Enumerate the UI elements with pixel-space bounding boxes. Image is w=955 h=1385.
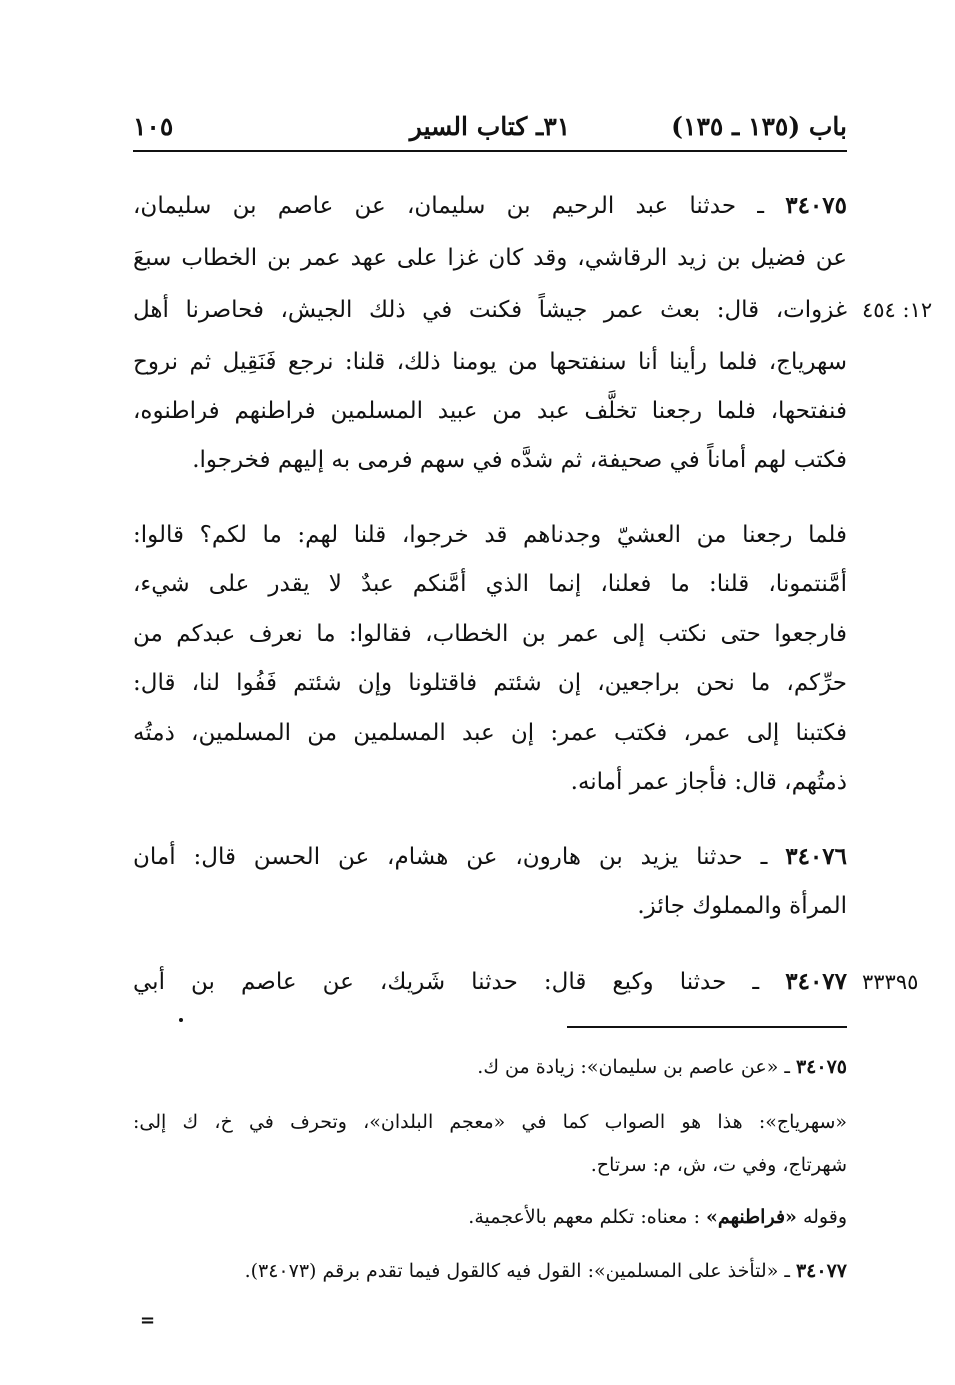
footnote-3: وقوله «فراطنهم» : معناه: تكلم معهم بالأعجمية. [468, 1206, 847, 1228]
running-header [133, 108, 847, 148]
footnote-term: «فراطنهم» [706, 1206, 797, 1228]
header-rule [133, 150, 847, 152]
p2-line-1: فلما رجعنا من العشيّ وجدناهم قد خرجوا، قلنا لهم: ما لكم؟ قالوا: [133, 522, 847, 548]
p1-line-3: غزوات، قال: بعث عمر جيشاً فكنت في ذلك الجيش، فحاصرنا أهل [133, 297, 847, 323]
footnote-4: ٣٤٠٧٧ ـ «لتأخذ على المسلمين»: القول فيه كالقول فيما تقدم برقم (٣٤٠٧٣). [244, 1260, 847, 1282]
footnote-2-line-1: «سهرياج»: هذا هو الصواب كما في «معجم البلدان»، وتحرف في خ، ك إلى: [133, 1111, 847, 1133]
chapter-heading: باب (١٣٥ ـ ١٣٥) [671, 112, 847, 141]
volume-page-ref: ١٢: ٤٥٤ [862, 298, 933, 322]
p3-line-2: المرأة والمملوك جائز. [637, 893, 847, 919]
parallel-number-ref: ٣٣٣٩٥ [862, 970, 919, 994]
p1-line-2: عن فضيل بن زيد الرقاشي، وقد كان غزا على عهد عمر بن الخطاب سبعَ [133, 245, 847, 271]
p2-line-2: أمَّنتمونا، قلنا: ما فعلنا، إنما الذي أمَّنكم عبدٌ لا يقدر على شيء، [133, 571, 847, 597]
hadith-number: ٣٤٠٧٥ [785, 192, 847, 219]
footnote-2-line-2: شهرتاج، وفي ت، ش، م: سرتاح. [590, 1154, 847, 1176]
p3-line-1: ٣٤٠٧٦ ـ حدثنا يزيد بن هارون، عن هشام، عن الحسن قال: أمان [133, 843, 847, 870]
p2-line-4: حرِّكم، ما نحن براجعين، إن شئتم فاقتلونا وإن شئتم فَفُوا لنا، قال: [133, 670, 847, 696]
p1-line-1: ٣٤٠٧٥ ـ حدثنا عبد الرحيم بن سليمان، عن عاصم بن سليمان، [133, 192, 847, 219]
hadith-number: ٣٤٠٧٦ [785, 843, 847, 870]
page-number: ١٠٥ [133, 112, 174, 141]
continuation-mark: = [140, 1310, 156, 1331]
p1-line-6: فكتب لهم أماناً في صحيفة، ثم شدَّه في سهم فرمى به إليهم فخرجوا. [192, 447, 847, 473]
p1-line-5: فنفتحها، فلما رجعنا تخلَّف عبد من عبيد المسلمين فراطنهم فراطنوه، [133, 398, 847, 424]
p2-line-5: فكتبنا إلى عمر، فكتب عمر: إن عبد المسلمين من المسلمين، ذمتُه [133, 720, 847, 746]
footnote-rule [567, 1026, 847, 1028]
book-title: ٣١ـ كتاب السير [409, 112, 571, 141]
footnote-number: ٣٤٠٧٥ [795, 1056, 847, 1078]
footnote-1: ٣٤٠٧٥ ـ «عن عاصم بن سليمان»: زيادة من ك. [477, 1056, 847, 1078]
stray-dot [179, 1018, 183, 1022]
hadith-number: ٣٤٠٧٧ [785, 968, 848, 995]
p2-line-6: ذمتُهم، قال: فأجاز عمر أمانه. [570, 769, 847, 795]
footnote-number: ٣٤٠٧٧ [795, 1260, 847, 1282]
p2-line-3: فارجعوا حتى نكتب إلى عمر بن الخطاب، فقالوا: ما نعرف عبدكم من [133, 621, 847, 647]
p4-line-1: ٣٤٠٧٧ ـ حدثنا وكيع قال: حدثنا شَريك، عن عاصم بن أبي [133, 968, 848, 995]
p1-line-4: سهرياج، فلما رأينا أنا سنفتحها من يومنا ذلك، قلنا: نرجع فَنَقِيل ثم نروح [133, 349, 847, 375]
